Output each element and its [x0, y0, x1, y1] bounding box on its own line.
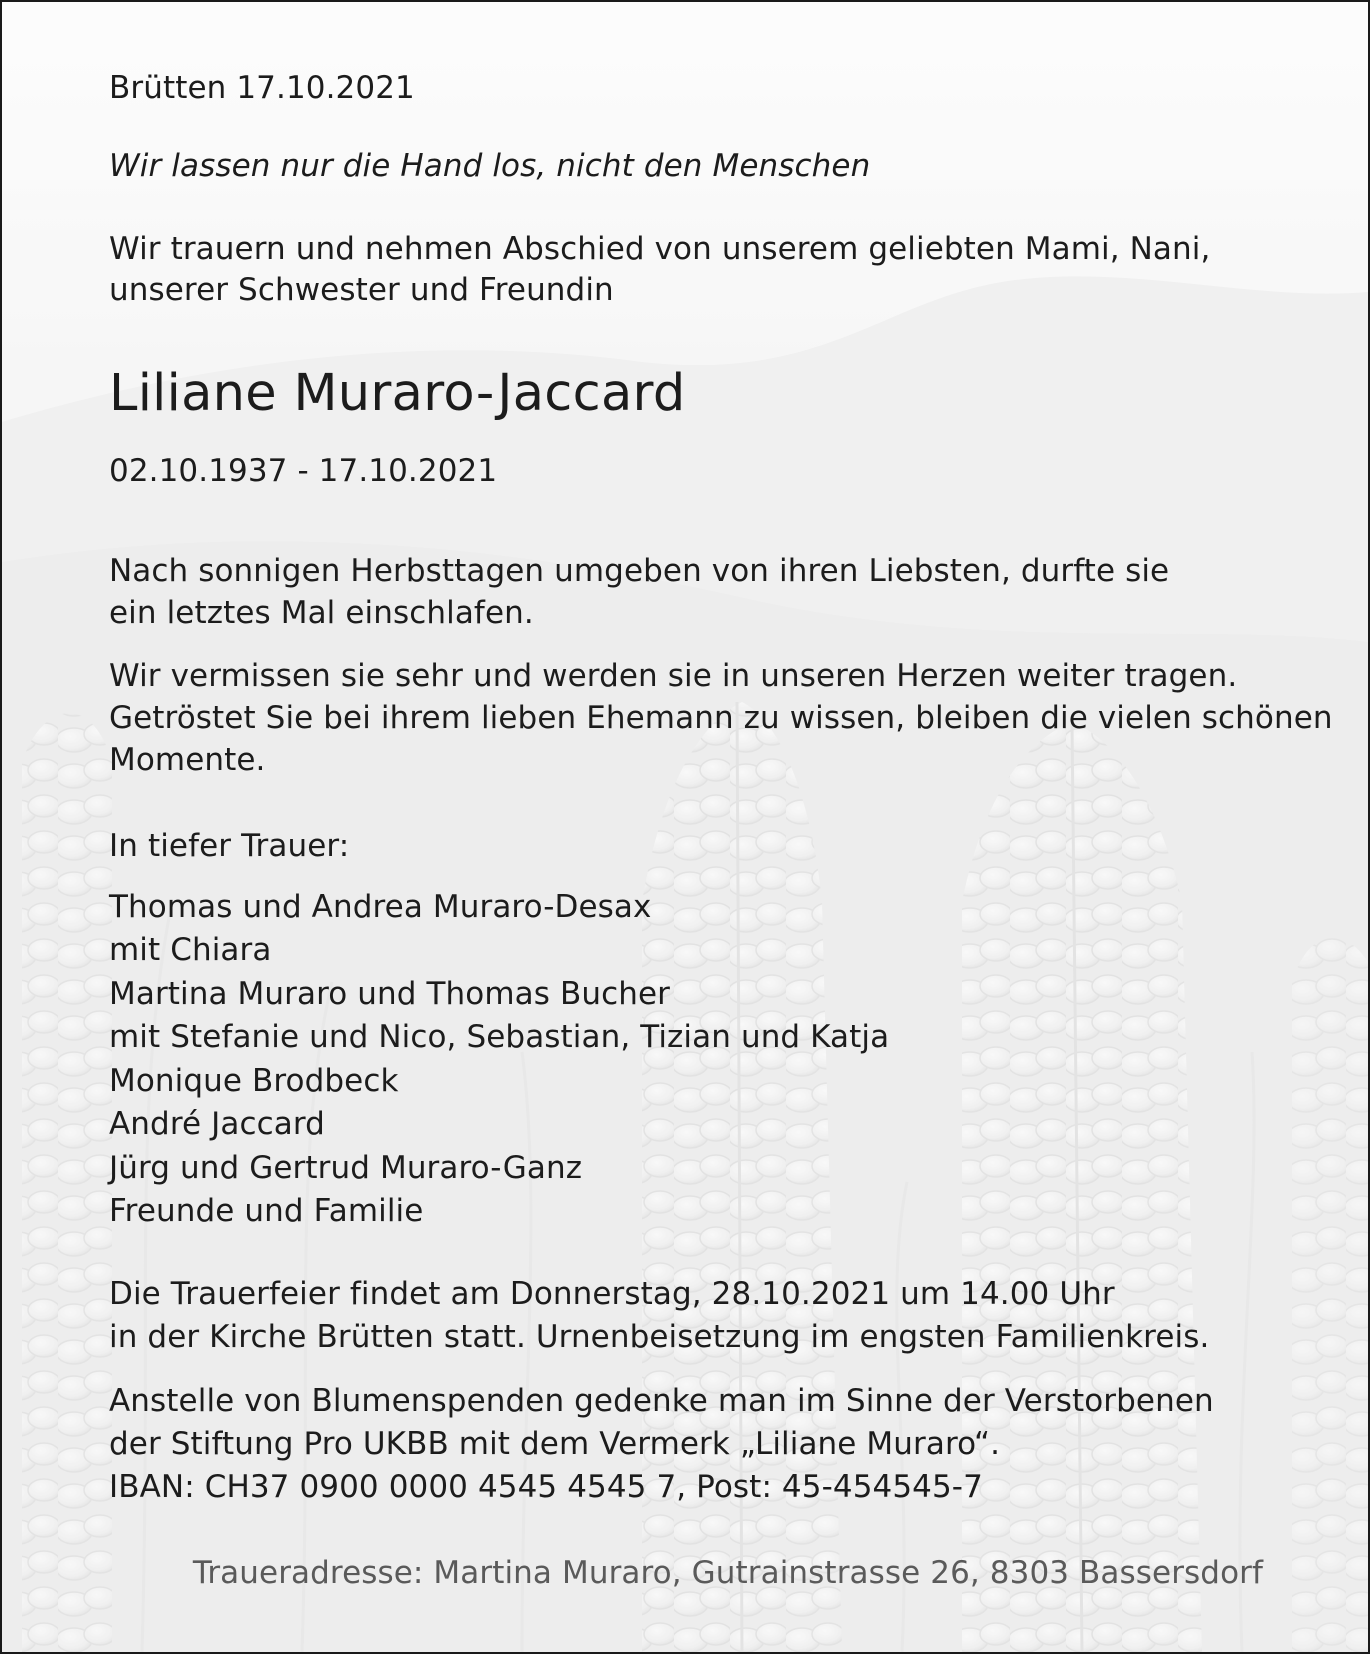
- place-date: Brütten 17.10.2021: [109, 70, 415, 106]
- mourner-line: Jürg und Gertrud Muraro-Ganz: [109, 1150, 583, 1186]
- mourning-heading: In tiefer Trauer:: [109, 828, 350, 864]
- mourner-line: mit Stefanie und Nico, Sebastian, Tizian und Katja: [109, 1019, 890, 1055]
- mourning-address: Traueradresse: Martina Muraro, Gutrainstrasse 26, 8303 Bassersdorf: [192, 1555, 1263, 1591]
- mourner-line: Martina Muraro und Thomas Bucher: [109, 976, 670, 1012]
- paragraph-line: Wir vermissen sie sehr und werden sie in unseren Herzen weiter tragen.: [109, 658, 1238, 694]
- ceremony-line: in der Kirche Brütten statt. Urnenbeisetzung im engsten Familienkreis.: [109, 1319, 1210, 1355]
- paragraph-line: Getröstet Sie bei ihrem lieben Ehemann zu wissen, bleiben die vielen schönen: [109, 700, 1333, 736]
- deceased-name: Liliane Muraro-Jaccard: [109, 364, 686, 423]
- ceremony-line: Die Trauerfeier findet am Donnerstag, 28.10.2021 um 14.00 Uhr: [109, 1276, 1115, 1312]
- mourner-line: Freunde und Familie: [109, 1193, 424, 1229]
- life-dates: 02.10.1937 - 17.10.2021: [109, 453, 498, 489]
- donation-line: Anstelle von Blumenspenden gedenke man im Sinne der Verstorbenen: [109, 1383, 1214, 1419]
- motto: Wir lassen nur die Hand los, nicht den Menschen: [109, 148, 871, 184]
- intro-line: Wir trauern und nehmen Abschied von unserem geliebten Mami, Nani,: [109, 231, 1211, 267]
- mourner-line: Thomas und Andrea Muraro-Desax: [109, 889, 652, 925]
- paragraph-line: ein letztes Mal einschlafen.: [109, 595, 534, 631]
- mourner-line: mit Chiara: [109, 932, 272, 968]
- paragraph-line: Nach sonnigen Herbsttagen umgeben von ihren Liebsten, durfte sie: [109, 553, 1170, 589]
- paragraph-line: Momente.: [109, 742, 266, 778]
- mourner-line: Monique Brodbeck: [109, 1063, 399, 1099]
- mourner-line: André Jaccard: [109, 1106, 325, 1142]
- iban-line: IBAN: CH37 0900 0000 4545 4545 7, Post: 45-454545-7: [109, 1469, 983, 1505]
- donation-line: der Stiftung Pro UKBB mit dem Vermerk „Liliane Muraro“.: [109, 1426, 1001, 1462]
- intro-line: unserer Schwester und Freundin: [109, 272, 614, 308]
